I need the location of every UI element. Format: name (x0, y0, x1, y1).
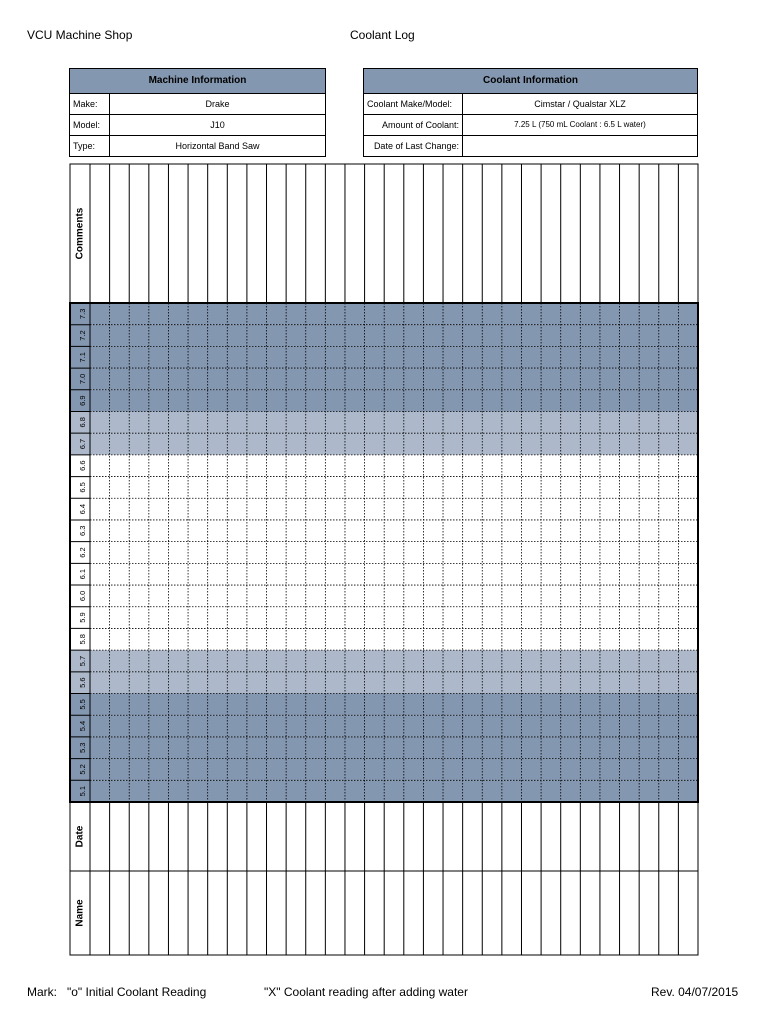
comments-label: Comments (74, 207, 86, 260)
coolant-info-title: Coolant Information (364, 69, 697, 94)
machine-make-value: Drake (205, 99, 230, 109)
reading-label-5.6: 5.6 (77, 677, 87, 688)
reading-label-6.9: 6.9 (77, 395, 87, 406)
revision-date: Rev. 04/07/2015 (651, 985, 739, 999)
reading-label-7.2: 7.2 (77, 330, 87, 341)
shop-name: VCU Machine Shop (27, 28, 133, 42)
date-label: Date (74, 825, 86, 848)
name-label: Name (74, 899, 86, 927)
machine-model-label: Model: (70, 115, 110, 135)
reading-label-5.5: 5.5 (77, 699, 87, 710)
coolant-model-label: Coolant Make/Model: (364, 94, 463, 114)
reading-label-7.1: 7.1 (77, 352, 87, 363)
mark-legend-label: Mark: (27, 985, 57, 999)
reading-label-7.0: 7.0 (77, 373, 87, 385)
reading-label-6.0: 6.0 (77, 590, 87, 602)
reading-label-5.8: 5.8 (77, 634, 87, 645)
machine-make-label: Make: (70, 94, 110, 114)
coolant-model-value: Cimstar / Qualstar XLZ (534, 99, 626, 109)
machine-type-label: Type: (70, 136, 110, 157)
reading-label-5.3: 5.3 (77, 742, 87, 753)
reading-label-5.9: 5.9 (77, 612, 87, 623)
after-water-legend: "X" Coolant reading after adding water (264, 985, 468, 999)
reading-label-5.2: 5.2 (77, 764, 87, 775)
reading-label-6.4: 6.4 (77, 503, 87, 515)
reading-label-6.8: 6.8 (77, 417, 87, 428)
coolant-amount-label: Amount of Coolant: (364, 115, 463, 135)
coolant-amount-value: 7.25 L (750 mL Coolant : 6.5 L water) (514, 120, 646, 129)
reading-label-6.2: 6.2 (77, 547, 87, 558)
reading-label-5.4: 5.4 (77, 720, 87, 732)
machine-info-title: Machine Information (70, 69, 325, 94)
reading-label-6.3: 6.3 (77, 525, 87, 537)
machine-model-value: J10 (210, 120, 225, 130)
reading-label-6.6: 6.6 (77, 460, 87, 471)
machine-type-value: Horizontal Band Saw (175, 141, 260, 151)
reading-label-6.1: 6.1 (77, 568, 87, 580)
reading-label-6.7: 6.7 (77, 438, 87, 450)
reading-label-7.3: 7.3 (77, 308, 87, 320)
last-change-label: Date of Last Change: (364, 136, 463, 157)
initial-reading-legend: "o" Initial Coolant Reading (67, 985, 207, 999)
reading-label-5.1: 5.1 (77, 785, 87, 797)
page-title: Coolant Log (350, 28, 415, 42)
reading-label-5.7: 5.7 (77, 655, 87, 667)
reading-label-6.5: 6.5 (77, 482, 87, 493)
